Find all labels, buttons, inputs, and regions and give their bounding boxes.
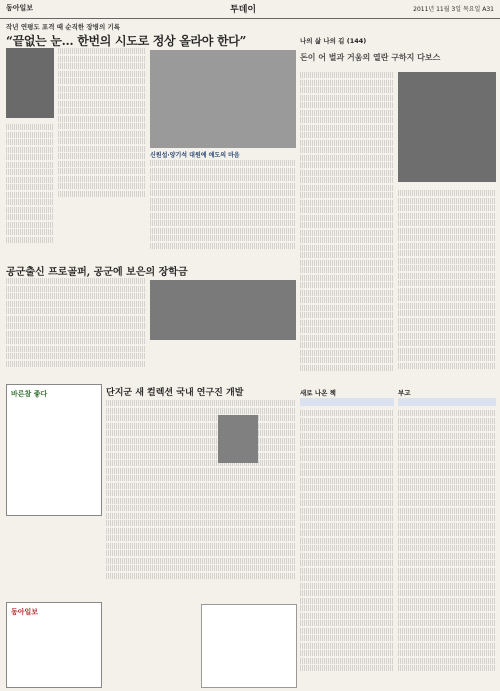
right-lower-body1 [300, 410, 394, 680]
lead-headline: “끝없는 눈… 한번의 시도로 정상 올라야 한다” [6, 34, 247, 48]
right-lower-header: 새로 나온 책 [300, 389, 336, 397]
right-lower-body2 [398, 410, 496, 680]
lead-photo-caption: 신원섭·양기석 대원에 애도의 마음 [150, 152, 240, 159]
brand-name: 동아일보 [6, 4, 34, 12]
bottom-right-header: 부고 [398, 389, 411, 397]
right-column-header: 나의 삶 나의 길 (144) [300, 37, 367, 45]
right-body-col2 [398, 190, 496, 380]
mid-body [106, 400, 296, 600]
section2-headline: 공군출신 프로골퍼, 공군에 보은의 장학금 [6, 267, 188, 278]
right-body-col1 [300, 72, 394, 382]
right-column-photo [398, 72, 496, 182]
ad-box [6, 602, 102, 688]
mid-portrait [218, 415, 258, 463]
section2-body [6, 278, 146, 378]
cartoon-title: 바른참 좋다 [11, 390, 48, 398]
lead-body-col2 [150, 160, 296, 256]
lead-photo-portrait [6, 48, 54, 118]
lead-body-col1 [58, 48, 146, 208]
lead-photo-memorial [150, 50, 296, 148]
ad-logo: 동아일보 [11, 608, 39, 616]
page-date: 2011년 11월 3일 목요일 A31 [413, 6, 494, 13]
section2-photo [150, 280, 296, 340]
lead-kicker: 작년 연평도 포격 때 순직한 장병의 기록 [6, 23, 121, 31]
masthead-bar [0, 0, 500, 19]
stats-table [201, 604, 297, 688]
mid-headline: 단지군 새 컬렉션 국내 연구진 개발 [106, 388, 244, 398]
right-column-title: 돈이 어 벌과 거움의 열란 구하지 다보스 [300, 52, 441, 62]
right-lower-bar [300, 398, 394, 406]
lead-body-col0 [6, 124, 54, 254]
section-title: 투데이 [230, 5, 257, 15]
cartoon-panel [6, 384, 102, 516]
bottom-right-bar [398, 398, 496, 406]
